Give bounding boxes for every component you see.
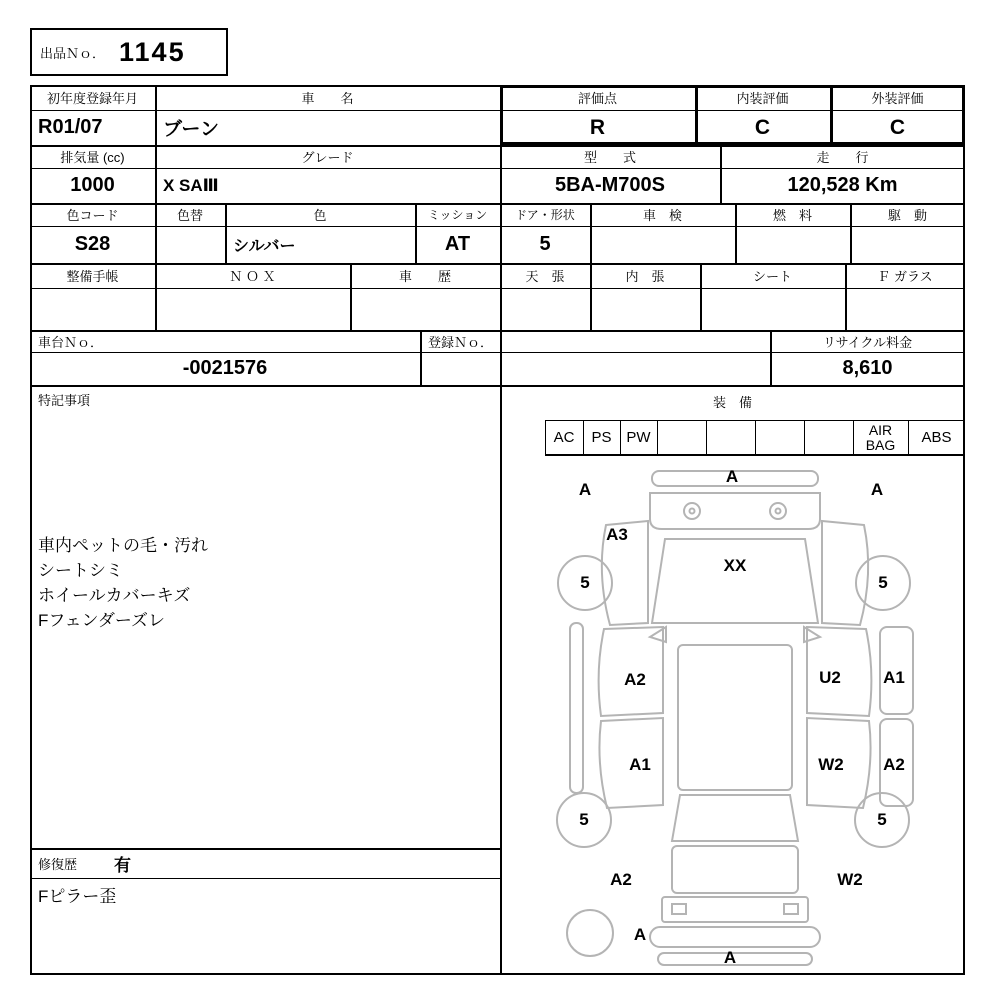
drive-value (850, 226, 965, 263)
car-damage-diagram (500, 455, 965, 975)
model-code-value: 5BA-M700S (554, 174, 666, 196)
first-registration-label: 初年度登録年月 (46, 91, 138, 106)
notes-label: 特記事項 (38, 392, 91, 408)
color-change-label: 色替 (176, 208, 203, 223)
mileage-label: 走 行 (816, 150, 869, 165)
headliner-label: 天 張 (525, 269, 565, 284)
door-shape-value: 5 (539, 233, 551, 255)
maintenance-book-label: 整備手帳 (66, 269, 119, 284)
fuel-value (735, 226, 850, 263)
repair-history-value: 有 (114, 855, 131, 875)
damage-mark-5: 5 (878, 573, 888, 592)
note-line: ホイールカバーキズ (38, 586, 191, 605)
damage-mark-a: A (725, 467, 739, 486)
damage-mark-w2: W2 (837, 870, 863, 889)
note-line: シートシミ (38, 561, 123, 580)
equipment-cell-empty (804, 421, 853, 454)
equipment-cell-empty (706, 421, 755, 454)
note-line: Fフェンダーズレ (38, 611, 166, 630)
door-trim-label: 内 張 (625, 269, 665, 284)
equipment-cell-empty (755, 421, 804, 454)
transmission-value: AT (444, 233, 471, 255)
repair-history-label: 修復歴 (38, 856, 78, 872)
equipment-label: 装 備 (712, 395, 752, 410)
recycle-fee-value: 8,610 (842, 357, 893, 379)
color-code-label: 色コード (66, 208, 119, 223)
equipment-cell-empty (657, 421, 706, 454)
damage-mark-a: A (578, 480, 592, 499)
note-line: 車内ペットの毛・汚れ (38, 536, 208, 555)
registration-no-value (420, 352, 770, 385)
recycle-fee-label: リサイクル料金 (822, 334, 913, 350)
registration-no-label: 登録Ｎｏ． (428, 334, 494, 350)
damage-mark-u2: U2 (819, 668, 841, 687)
exterior-grade-value: C (889, 115, 906, 139)
damage-mark-a1: A1 (629, 755, 651, 774)
displacement-value: 1000 (70, 174, 115, 196)
damage-mark-w2: W2 (818, 755, 844, 774)
score-value: R (589, 115, 606, 139)
front-glass-label: Ｆ ガラス (877, 269, 933, 284)
equipment-cell-airbag: AIR BAG (865, 421, 896, 453)
fuel-label: 燃 料 (772, 208, 812, 223)
car-history-label: 車 歴 (398, 269, 451, 284)
lot-number-box (30, 28, 228, 76)
color-label: 色 (313, 208, 327, 223)
color-change-value (155, 226, 225, 263)
lot-label: 出品Ｎｏ． (40, 45, 106, 61)
car-name-value: ブーン (163, 119, 220, 140)
damage-marks-layer (500, 455, 965, 975)
first-registration-value: R01/07 (38, 116, 103, 138)
score-label: 評価点 (577, 91, 617, 106)
displacement-label: 排気量 (cc) (60, 150, 125, 165)
damage-mark-a1: A1 (883, 668, 905, 687)
equipment-cell-ac: AC (553, 429, 575, 446)
equipment-cell-ps: PS (591, 429, 612, 446)
repair-detail: Fピラー歪 (38, 886, 117, 906)
nox-label: Ｎ Ｏ Ｘ (229, 269, 276, 284)
grade-value: X SAⅢ (163, 175, 219, 195)
damage-mark-a: A (723, 948, 737, 967)
seat-label: シート (752, 269, 792, 284)
chassis-no-label: 車台Ｎｏ． (38, 334, 104, 350)
inspection-label: 車 検 (642, 208, 682, 223)
car-name-label: 車 名 (301, 91, 354, 106)
door-shape-label: ドア・形状 (515, 208, 575, 222)
exterior-grade-label: 外装評価 (871, 91, 924, 106)
notes-block (38, 533, 488, 633)
color-code-value: S28 (74, 233, 111, 255)
chassis-no-value: -0021576 (182, 357, 268, 379)
grid-line (30, 288, 965, 289)
drive-label: 駆 動 (887, 208, 927, 223)
inspection-value (590, 226, 735, 263)
damage-mark-a: A (633, 925, 647, 944)
mileage-value: 120,528 Km (787, 174, 898, 196)
damage-mark-5: 5 (579, 810, 589, 829)
lot-number: 1145 (119, 36, 186, 67)
equipment-cell-abs: ABS (921, 429, 952, 446)
damage-mark-5: 5 (877, 810, 887, 829)
equipment-cell-pw: PW (626, 429, 651, 446)
color-value: シルバー (233, 238, 296, 255)
model-code-label: 型 式 (583, 150, 636, 165)
transmission-label: ミッション (427, 208, 488, 222)
damage-mark-a2: A2 (883, 755, 905, 774)
interior-grade-label: 内装評価 (736, 91, 789, 106)
damage-mark-xx: XX (723, 556, 747, 575)
damage-mark-5: 5 (580, 573, 590, 592)
damage-mark-a2: A2 (610, 870, 632, 889)
damage-mark-a3: A3 (606, 525, 628, 544)
damage-mark-a2: A2 (624, 670, 646, 689)
damage-mark-a: A (870, 480, 884, 499)
grade-label: グレード (301, 150, 354, 165)
interior-grade-value: C (754, 115, 771, 139)
